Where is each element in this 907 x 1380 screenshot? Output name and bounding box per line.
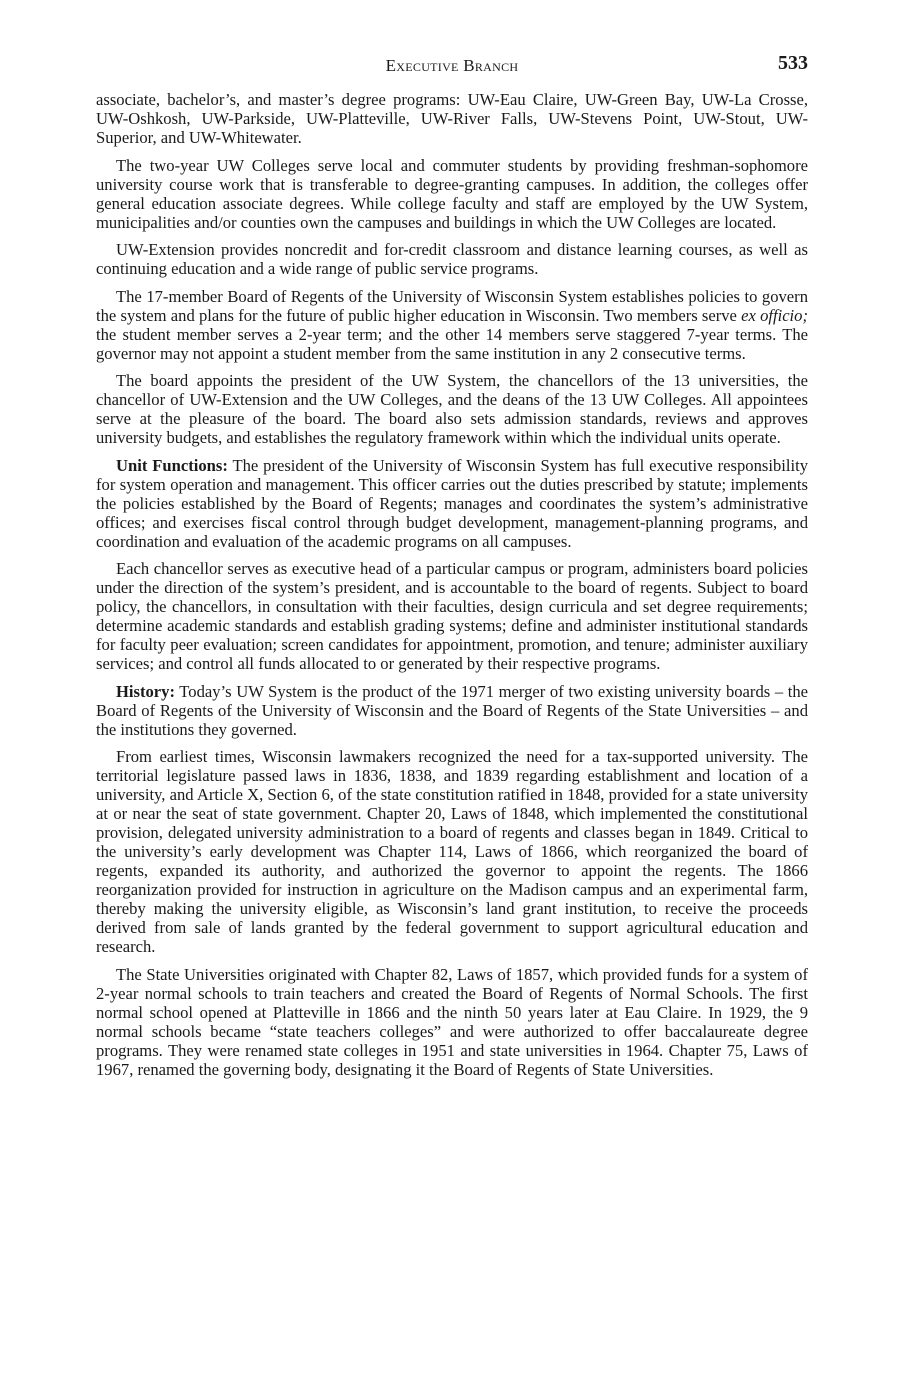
paragraph-unit-functions bbox=[96, 456, 808, 551]
paragraph-board-of-regents bbox=[96, 287, 808, 363]
paragraph-text: The two-year UW Colleges serve local and commuter students by providing freshman-sophomore university course work that is transferable to degree-granting campuses. In addition, the colleges offer general education associate degrees. While college faculty and staff are employed by the UW System, municipalities and/or counties own the campuses and buildings in which the UW Colleges are located. bbox=[96, 155, 808, 232]
paragraph-board-appointments bbox=[96, 371, 808, 447]
paragraph-text: The 17-member Board of Regents of the University of Wisconsin System establishes policies to govern the system and plans for the future of public higher education in Wisconsin. Two members serve bbox=[96, 286, 808, 325]
paragraph-text: the student member serves a 2-year term; and the other 14 members serve staggered 7-year terms. The governor may not appoint a student member from the same institution in any 2 consecutive terms. bbox=[96, 324, 808, 363]
paragraph-state-universities bbox=[96, 965, 808, 1079]
paragraph-text: associate, bachelor’s, and master’s degree programs: UW-Eau Claire, UW-Green Bay, UW-La Crosse, UW-Oshkosh, UW-Parkside, UW-Platteville, UW-River Falls, UW-Stevens Point, UW-Stout, UW-Superior, and UW-Whitewater. bbox=[96, 90, 808, 147]
italic-term: ex officio; bbox=[741, 305, 808, 325]
running-title: Executive Branch bbox=[385, 56, 519, 75]
paragraph-continuation bbox=[96, 90, 808, 147]
running-header bbox=[96, 50, 808, 90]
paragraph-earliest-times bbox=[96, 747, 808, 956]
paragraph-text: The president of the University of Wisconsin System has full executive responsibility for system operation and management. This officer carries out the duties prescribed by statute; implements the policies established by the Board of Regents; manages and coordinates the system’s administrative offices; and exercises fiscal control through budget development, management-planning programs, and coordination and evaluation of the academic programs on all campuses. bbox=[96, 455, 808, 551]
section-heading-unit-functions: Unit Functions: bbox=[116, 455, 228, 475]
paragraph-text: From earliest times, Wisconsin lawmakers recognized the need for a tax-supported university. The territorial legislature passed laws in 1836, 1838, and 1839 regarding establishment and location of a university, and Article X, Section 6, of the state constitution ratified in 1848, provided for a state university at or near the seat of state government. Chapter 20, Laws of 1848, which implemented the constitutional provision, delegated university administration to a board of regents and classes began in 1849. Critical to the university’s early development was Chapter 114, Laws of 1866, which reorganized the board of regents, expanded its authority, and authorized the governor to appoint the regents. The 1866 reorganization provided for instruction in agriculture on the Madison campus and an experimental farm, thereby making the university eligible, as Wisconsin’s land grant institution, to receive the proceeds derived from sale of lands granted by the federal government to support agricultural education and research. bbox=[96, 747, 808, 956]
paragraph-chancellors bbox=[96, 559, 808, 673]
body-text bbox=[96, 90, 808, 1079]
paragraph-uw-colleges bbox=[96, 156, 808, 232]
section-heading-history: History: bbox=[116, 681, 175, 701]
paragraph-text: The board appoints the president of the UW System, the chancellors of the 13 universities, the chancellor of UW-Extension and the UW Colleges, and the deans of the 13 UW Colleges. All appointees serve at the pleasure of the board. The board also sets admission standards, reviews and approves university budgets, and establishes the regulatory framework within which the individual units operate. bbox=[96, 371, 808, 447]
paragraph-history bbox=[96, 682, 808, 739]
page-number: 533 bbox=[778, 52, 808, 74]
paragraph-text: Each chancellor serves as executive head of a particular campus or program, administers board policies under the direction of the system’s president, and is accountable to the board of regents. Subject to board policy, the chancellors, in consultation with their faculties, design curricula and set degree requirements; determine academic standards and establish grading systems; define and administer institutional standards for faculty peer evaluation; screen candidates for appointment, promotion, and tenure; administer auxiliary services; and control all funds allocated to or generated by their respective programs. bbox=[96, 559, 808, 673]
paragraph-text: UW-Extension provides noncredit and for-credit classroom and distance learning courses, as well as continuing education and a wide range of public service programs. bbox=[96, 240, 808, 278]
paragraph-text: The State Universities originated with Chapter 82, Laws of 1857, which provided funds for a system of 2-year normal schools to train teachers and created the Board of Regents of Normal Schools. The first normal school opened at Platteville in 1866 and the ninth 50 years later at Eau Claire. In 1929, the 9 normal schools became “state teachers colleges” and were authorized to offer baccalaureate degree programs. They were renamed state colleges in 1951 and state universities in 1964. Chapter 75, Laws of 1967, renamed the governing body, designating it the Board of Regents of State Universities. bbox=[96, 964, 808, 1079]
paragraph-text: Today’s UW System is the product of the 1971 merger of two existing university boards – the Board of Regents of the University of Wisconsin and the Board of Regents of the State Universities – and the institutions they governed. bbox=[96, 681, 808, 739]
paragraph-uw-extension bbox=[96, 240, 808, 278]
document-page bbox=[96, 50, 808, 1087]
